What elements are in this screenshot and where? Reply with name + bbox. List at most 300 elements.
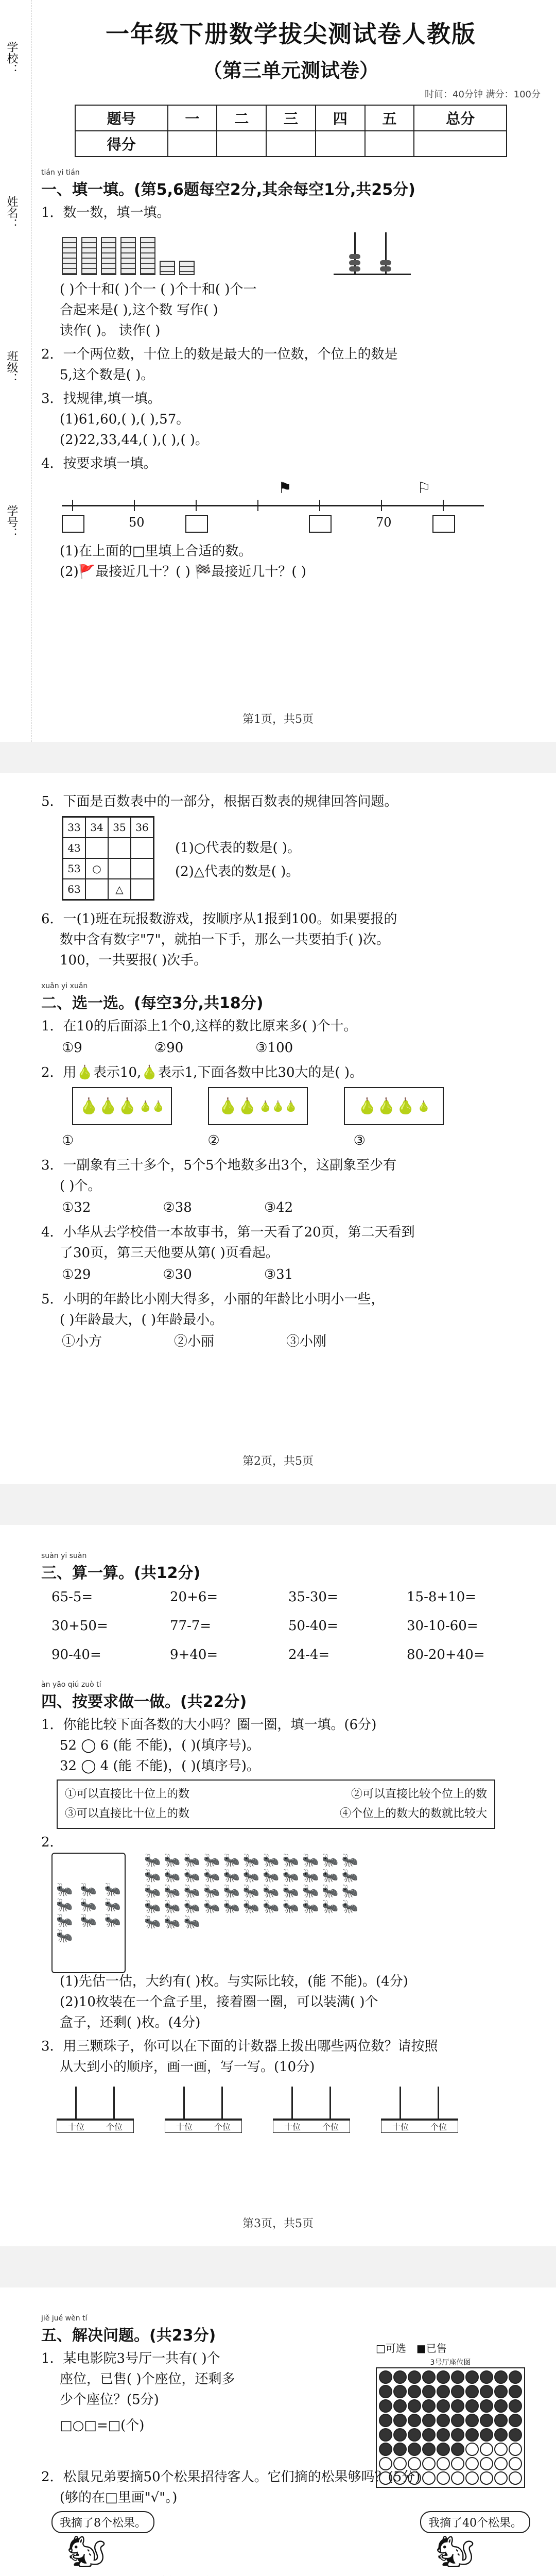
ant-icon: 🐜 [104,1882,121,1897]
seat [437,2471,450,2485]
s5-q2: 2．松鼠兄弟要摘50个松果招待客人。它们摘的松果够吗？(5分) [41,2469,421,2485]
seat [509,2385,522,2398]
seat [422,2457,436,2470]
seat [422,2471,436,2485]
calc-item: 24-4= [288,1647,330,1663]
section-2-heading [41,982,541,1013]
section-1-heading [41,168,541,199]
grid-cell: 34 [85,817,108,838]
s2-q4b: 了30页，第三天他要从第( )页看起。 [60,1245,279,1261]
cube-stick [62,237,77,275]
page-2-content [41,788,541,1353]
seat [451,2443,464,2456]
seat [422,2385,436,2398]
rod [438,2087,439,2119]
counter-rods [165,2082,242,2120]
cube-stick [140,237,155,275]
seat-chart [376,2340,525,2488]
s2-q5-options [41,1330,541,1353]
s4-q3b: 从大到小的顺序，画一画，写一写。(10分) [60,2059,315,2075]
grid-cell [85,879,108,900]
pear-icon: 🍐🍐 [218,1097,257,1115]
squirrel-icon: 🐿 [436,2534,475,2570]
flag-icon: ⚑ [278,479,292,497]
s2-q4-options [41,1263,541,1286]
score-cell[interactable] [365,131,414,157]
s2-q5: 5．小明的年龄比小刚大得多，小丽的年龄比小明小一些， [41,1292,385,1307]
seat [408,2457,421,2470]
seat [494,2443,508,2456]
ant-icon: 🐜 [80,1882,97,1897]
option: ④个位上的数大的数就比较大 [339,1807,487,1820]
score-header-cell: 五 [365,105,414,131]
cube-single [160,261,175,275]
option[interactable]: ①32 [62,1200,91,1215]
ant-icon: 🐜 [56,1913,73,1928]
section-4-pinyin: àn yāo qiú zuò tí [41,1681,101,1689]
section-4-title: 四、按要求做一做。(共22分) [41,1693,247,1711]
s5-q1-text [41,2348,360,2436]
name-label: 姓名： [5,196,18,230]
seat [379,2471,392,2485]
tens-label: 十位 [67,2122,84,2132]
tens-label: 十位 [176,2122,193,2132]
ant-icon: 🐜 [56,1897,73,1913]
seat [408,2399,421,2413]
page-4 [0,2287,556,2576]
seat [480,2399,493,2413]
seat [393,2385,407,2398]
seat [509,2370,522,2384]
number-line-box[interactable] [309,515,332,533]
s4-q1a: 52 ◯ 6 (能 不能)，( )(填序号)。 [60,1738,260,1753]
option[interactable]: ① [62,1133,74,1148]
page-1-footer: 第1页，共5页 [242,713,314,726]
score-table [75,105,507,157]
s5-q2b: (够的在□里画"√"。) [60,2490,178,2505]
ants-scattered: 🐜🐜🐜🐜🐜🐜🐜🐜🐜🐜🐜🐜🐜🐜🐜🐜🐜🐜🐜🐜🐜🐜🐜🐜🐜🐜🐜🐜🐜🐜🐜🐜🐜🐜🐜🐜🐜🐜🐜🐜🐜🐜🐜🐜🐜🐜🐜 [144,1853,362,1930]
seat [494,2471,508,2485]
tick [381,500,382,511]
s1-q1-figures [41,227,541,275]
rod [75,2087,77,2119]
counter[interactable] [57,2082,134,2133]
abacus-bead [349,260,360,265]
section-2-title: 二、选一选。(每空3分,共18分) [41,994,264,1012]
option[interactable]: ③ [353,1133,366,1148]
s1-q5b: (2)△代表的数是( )。 [175,864,300,879]
section-5-title: 五、解决问题。(共23分) [41,2327,216,2345]
option[interactable]: ③31 [264,1267,293,1282]
seat [509,2414,522,2427]
page-gap [0,742,556,773]
s1-q1-line1: ( )个十和( )个一 ( )个十和( )个一 [60,282,257,297]
small-pear-icon: 🍐 [417,1100,430,1112]
seat [437,2443,450,2456]
school-label: 学校： [5,41,18,75]
number-line-label-70: 70 [376,515,392,530]
seat [393,2370,407,2384]
ant-icon: 🐜 [104,1913,121,1928]
options-row [65,1785,487,1804]
fruit-figure [72,1087,172,1125]
s5-q1b: 座位，已售( )个座位，还剩多 [60,2371,235,2387]
s1-q4a: (1)在上面的□里填上合适的数。 [60,544,252,559]
option: ①可以直接比十位上的数 [65,1788,190,1801]
counter-labels [381,2120,458,2133]
score-cell[interactable] [266,131,316,157]
s5-q2-formula[interactable] [41,2573,541,2576]
seat [437,2428,450,2442]
seat [494,2457,508,2470]
small-pear-icon: 🍐🍐🍐 [259,1100,298,1112]
cube-sticks-figure [62,227,195,275]
counters-figure [41,2082,541,2133]
small-pear-icon: 🍐🍐 [139,1100,165,1112]
seat [422,2370,436,2384]
seat [451,2428,464,2442]
number-line-label-50: 50 [129,515,145,530]
ant-icon: 🐜 [80,1897,97,1913]
s1-q1-line2: 合起来是( ),这个数 写作( ) [60,302,218,318]
grid-cell: 36 [131,817,153,838]
s2-q1-options [41,1037,541,1059]
grid-cell: 35 [108,817,131,838]
fruit-figure [344,1087,444,1125]
s2-q5b: ( )年龄最大，( )年龄最小。 [60,1312,223,1328]
seat [465,2370,479,2384]
squirrel-right [420,2511,530,2570]
exam-subtitle: （第三单元测试卷） [202,59,379,82]
seat [408,2428,421,2442]
number-line-box[interactable] [185,515,208,533]
seat [379,2385,392,2398]
ant-icon: 🐜 [80,1913,97,1928]
rod [183,2087,185,2119]
calc-item: 50-40= [288,1618,338,1634]
s2-q1: 1．在10的后面添上1个0,这样的数比原来多( )个十。 [41,1019,357,1034]
score-header-cell: 一 [168,105,217,131]
tick [196,500,197,511]
option[interactable]: ①29 [62,1267,91,1282]
grid-cell [108,838,131,858]
option[interactable]: ②小丽 [174,1334,215,1349]
section-1-title: 一、填一填。(第5,6题每空2分,其余每空1分,共25分) [41,181,415,199]
number-line-box[interactable] [62,515,84,533]
seat [494,2414,508,2427]
score-header-cell: 三 [266,105,316,131]
option: ②可以直接比较个位上的数 [351,1788,487,1801]
grid-cell [85,838,108,858]
page-gap [0,2246,556,2287]
seat [408,2471,421,2485]
s2-q3: 3．一副象有三十多个，5个5个地数多出3个，这副象至少有 [41,1158,397,1173]
grid-cell-circle: ○ [85,858,108,879]
seat [494,2370,508,2384]
s2-q2-figures [41,1087,541,1125]
seat [480,2471,493,2485]
seat [408,2385,421,2398]
section-3-title: 三、算一算。(共12分) [41,1564,201,1582]
s1-q6c: 100，一共要报( )次手。 [60,953,207,968]
seat [509,2399,522,2413]
hundred-chart-fragment [62,816,154,901]
grid-cell: 33 [63,817,85,838]
section-4-heading [41,1681,541,1711]
legend-sold: ■已售 [416,2342,447,2354]
calc-item: 65-5= [51,1589,93,1605]
number-line-box[interactable] [432,515,455,533]
s1-q5: 5．下面是百数表中的一部分，根据百数表的规律回答问题。 [41,794,398,809]
calc-item: 30+50= [51,1618,108,1634]
counter[interactable] [273,2082,350,2133]
page-3 [0,1525,556,2246]
seat [393,2471,407,2485]
grid-cell: 53 [63,858,85,879]
seat [465,2457,479,2470]
score-header-cell: 总分 [414,105,507,131]
s1-q6b: 数中含有数字"7"，就拍一下手，那么一共要拍手( )次。 [60,932,390,947]
student-id-label: 学号： [5,505,18,539]
s4-q2c: 盒子，还剩( )枚。(4分) [60,2015,201,2030]
option: ③可以直接比十位上的数 [65,1807,190,1820]
seat [465,2385,479,2398]
score-header-cell: 四 [316,105,365,131]
page-4-content [41,2303,541,2576]
seat [393,2399,407,2413]
abacus-figure [334,227,411,275]
abacus-bead [349,266,360,272]
s4-q2a: (1)先估一估，大约有( )枚。与实际比较，(能 不能)。(4分) [60,1974,408,1989]
seat [494,2385,508,2398]
seat [451,2457,464,2470]
seat [437,2385,450,2398]
s2-q2-options [41,1129,541,1152]
ones-label: 个位 [214,2122,231,2132]
cube-stick [120,237,136,275]
option[interactable]: ②30 [163,1267,192,1282]
rod [291,2087,293,2119]
s5-q1: 1．某电影院3号厅一共有( )个 [41,2351,220,2366]
ones-label: 个位 [430,2122,447,2132]
seat [393,2443,407,2456]
seat [379,2370,392,2384]
seat [451,2385,464,2398]
seat [480,2414,493,2427]
s2-q3b: ( )个。 [60,1178,101,1194]
option[interactable]: ② [207,1133,220,1148]
s5-q1c: 少个座位？(5分) [60,2392,159,2408]
cube-stick [101,237,116,275]
ants-circled-group [51,1853,126,1973]
s1-q1-line3: 读作( )。 读作( ) [60,323,161,338]
seat [494,2428,508,2442]
cube-stick [81,237,97,275]
grid-cell: 63 [63,879,85,900]
seat [393,2428,407,2442]
section-5-pinyin: jiě jué wèn tí [41,2314,88,2323]
seat [437,2370,450,2384]
s1-q3a: (1)61,60,( ),( ),57。 [60,412,190,427]
tick [257,500,258,511]
seat [480,2428,493,2442]
option[interactable]: ①小方 [62,1334,102,1349]
seat [509,2471,522,2485]
squirrel-left [51,2511,154,2570]
calc-grid [41,1583,541,1669]
s4-q1: 1．你能比较下面各数的大小吗？圈一圈，填一填。(6分) [41,1717,377,1733]
rod [399,2087,401,2119]
ants-figure [51,1853,362,1971]
page-2 [0,773,556,1484]
exam-title: 一年级下册数学拔尖测试卷人教版 [106,20,476,48]
s4-q3: 3．用三颗珠子，你可以在下面的计数器上拨出哪些两位数？请按照 [41,2039,438,2054]
number-line-axis [62,505,484,506]
seat [437,2457,450,2470]
exam-meta: 时间：40分钟 满分：100分 [425,89,541,100]
s1-q3b: (2)22,33,44,( ),( ),( )。 [60,432,209,448]
score-row-label: 得分 [75,131,168,157]
option[interactable]: ②90 [154,1040,184,1056]
seat-legend [376,2340,525,2355]
seat [465,2443,479,2456]
calc-item: 9+40= [170,1647,218,1663]
counter-rods [381,2082,458,2120]
calc-item: 15-8+10= [407,1589,477,1605]
squirrels-scene [41,2511,541,2570]
seat [422,2399,436,2413]
s1-q4: 4．按要求填一填。 [41,456,157,471]
fruit-figure [208,1087,308,1125]
seat-grid [376,2367,525,2488]
checkered-flag-icon: ⚐ [417,479,431,497]
tens-label: 十位 [392,2122,409,2132]
seat [437,2399,450,2413]
seat [465,2414,479,2427]
seat [408,2414,421,2427]
seat [509,2457,522,2470]
grid-cell [131,838,153,858]
squirrel-icon: 🐿 [67,2534,107,2570]
s1-q2: 2．一个两位数，十位上的数是最大的一位数，个位上的数是 [41,347,398,362]
option[interactable]: ②38 [163,1200,192,1215]
s1-q3: 3．找规律,填一填。 [41,391,161,406]
seat [465,2399,479,2413]
pear-icon: 🍐🍐🍐 [357,1097,415,1115]
option[interactable]: ③100 [255,1040,293,1056]
rod [329,2087,331,2119]
page-3-footer: 第3页，共5页 [242,2217,314,2230]
rod [113,2087,115,2119]
seat [451,2370,464,2384]
grid-cell [131,858,153,879]
class-label: 班级： [5,350,18,384]
seat [480,2457,493,2470]
option[interactable]: ①9 [62,1040,82,1056]
calc-item: 35-30= [288,1589,338,1605]
seat [379,2428,392,2442]
number-line [62,479,484,536]
seat [422,2428,436,2442]
score-cell[interactable] [414,131,507,157]
score-header-cell: 二 [217,105,266,131]
s5-q1-formula[interactable]: □○□=□(个) [60,2418,145,2433]
s4-q2: 2． [41,1835,63,1850]
seat [451,2471,464,2485]
counter[interactable] [381,2082,458,2133]
seat [480,2385,493,2398]
binding-sidebar [0,0,31,742]
seat [393,2414,407,2427]
s1-q2b: 5,这个数是( )。 [60,367,154,383]
s1-q4b: (2)🚩最接近几十？( ) 🏁最接近几十？( ) [60,564,306,580]
ones-label: 个位 [106,2122,123,2132]
seat-caption: 3号厅座位图 [430,2359,471,2367]
calc-item: 20+6= [170,1589,218,1605]
counter-labels [57,2120,134,2133]
s1-q6: 6．一(1)班在玩报数游戏，按顺序从1报到100。如果要报的 [41,911,397,927]
tens-label: 十位 [284,2122,301,2132]
counter-rods [273,2082,350,2120]
score-cell[interactable] [217,131,266,157]
counter-labels [165,2120,242,2133]
score-cell[interactable] [316,131,365,157]
tick [134,500,135,511]
seat [451,2399,464,2413]
option[interactable]: ③小刚 [286,1334,327,1349]
cube-single [179,261,195,275]
legend-available: □可选 [376,2342,406,2354]
speech-bubble: 我摘了40个松果。 [420,2511,530,2533]
seat [465,2428,479,2442]
grid-cell [108,858,131,879]
page-1 [0,0,556,742]
pear-icon: 🍐🍐🍐 [79,1097,137,1115]
page-1-content [41,0,541,582]
calc-item: 77-7= [170,1618,212,1634]
section-3-heading [41,1552,541,1583]
score-cell[interactable] [168,131,217,157]
abacus-bead [349,254,360,259]
ant-icon: 🐜 [104,1897,121,1913]
grid-cell [131,879,153,900]
section-2-pinyin: xuǎn yi xuǎn [41,982,88,990]
s4-q2b: (2)10枚装在一个盒子里，接着圈一圈，可以装满( )个 [60,1994,378,2010]
seat [509,2428,522,2442]
speech-bubble: 我摘了8个松果。 [51,2511,154,2533]
ant-icon: 🐜 [56,1882,73,1897]
seat [422,2443,436,2456]
grid-cell: 43 [63,838,85,858]
ant-icon: 🐜 [56,1928,73,1944]
s1-q5-body [41,816,541,901]
abacus-bead [380,266,391,272]
s2-q2: 2．用🍐表示10,🍐表示1,下面各数中比30大的是( )。 [41,1065,363,1080]
score-header-cell: 题号 [75,105,168,131]
rod [221,2087,223,2119]
s2-q4: 4．小华从去学校借一本故事书，第一天看了20页，第二天看到 [41,1225,415,1240]
page-3-content [41,1540,541,2133]
seat [379,2457,392,2470]
s1-q1: 1．数一数，填一填。 [41,205,170,221]
tick [443,500,444,511]
option[interactable]: ③42 [264,1200,293,1215]
grid-cell-triangle: △ [108,879,131,900]
seat [494,2399,508,2413]
seat [509,2443,522,2456]
s4-q1b: 32 ◯ 4 (能 不能)，( )(填序号)。 [60,1758,260,1774]
counter[interactable] [165,2082,242,2133]
